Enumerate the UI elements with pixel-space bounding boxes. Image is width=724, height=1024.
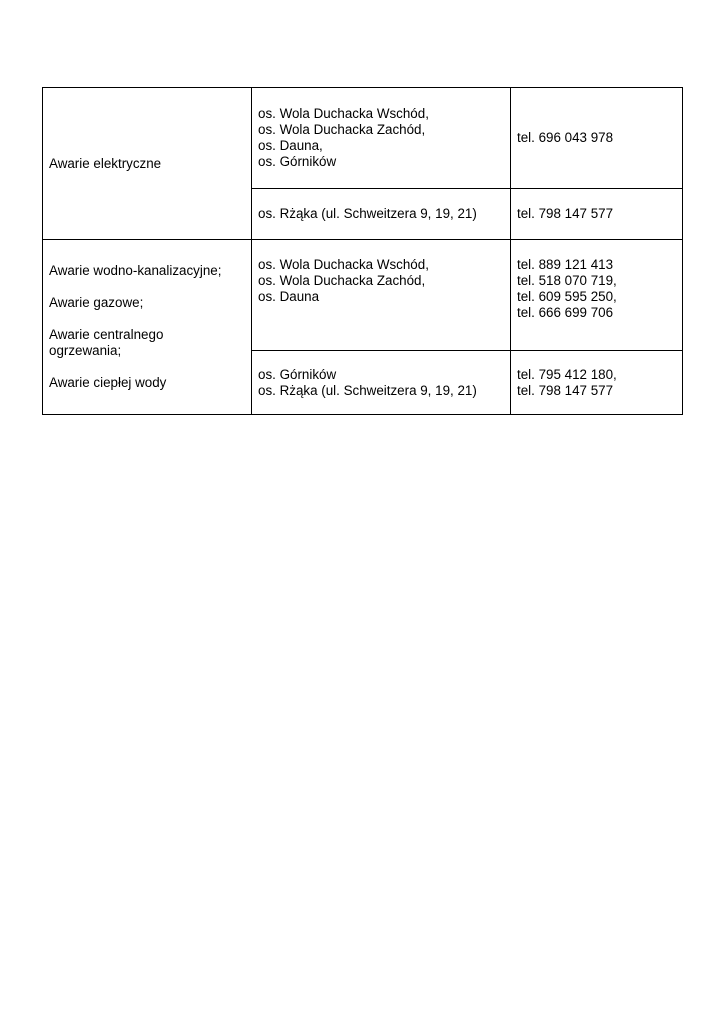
category-cell-electrical [43, 88, 252, 240]
category-label: Awarie centralnego [49, 327, 164, 342]
area-line: os. Wola Duchacka Wschód, [258, 106, 429, 121]
phone-number: tel. 795 412 180, [517, 366, 617, 382]
area-line: os. Górników [258, 154, 337, 169]
phone-number: tel. 518 070 719, [517, 273, 617, 288]
emergency-contacts-table [42, 87, 683, 415]
phone-number: tel. 609 595 250, [517, 289, 617, 304]
phones-cell [511, 351, 683, 415]
category-label: ogrzewania; [49, 343, 122, 358]
category-label: Awarie elektryczne [49, 155, 162, 171]
area-line: os. Dauna [258, 289, 320, 304]
phone-number: tel. 798 147 577 [517, 382, 614, 398]
category-cell-utilities [43, 240, 252, 415]
phone-number: tel. 889 121 413 [517, 257, 614, 272]
table-row [43, 88, 683, 189]
area-line: os. Rżąka (ul. Schweitzera 9, 19, 21) [258, 206, 477, 221]
phones-cell [511, 189, 683, 240]
area-line: os. Wola Duchacka Wschód, [258, 257, 429, 272]
area-line: os. Wola Duchacka Zachód, [258, 122, 426, 137]
category-label: Awarie wodno-kanalizacyjne; [49, 263, 222, 278]
areas-cell [252, 88, 511, 189]
area-line: os. Dauna, [258, 138, 323, 153]
areas-cell [252, 240, 511, 351]
area-line: os. Wola Duchacka Zachód, [258, 273, 426, 288]
areas-cell [252, 351, 511, 415]
category-label: Awarie gazowe; [49, 295, 144, 310]
areas-cell [252, 189, 511, 240]
phone-number: tel. 666 699 706 [517, 305, 614, 320]
table-row [43, 240, 683, 351]
category-label: Awarie ciepłej wody [49, 375, 167, 390]
area-line: os. Rżąka (ul. Schweitzera 9, 19, 21) [258, 382, 477, 398]
phone-number: tel. 798 147 577 [517, 206, 614, 221]
area-line: os. Górników [258, 366, 337, 382]
phone-number: tel. 696 043 978 [517, 130, 614, 145]
phones-cell [511, 88, 683, 189]
phones-cell [511, 240, 683, 351]
